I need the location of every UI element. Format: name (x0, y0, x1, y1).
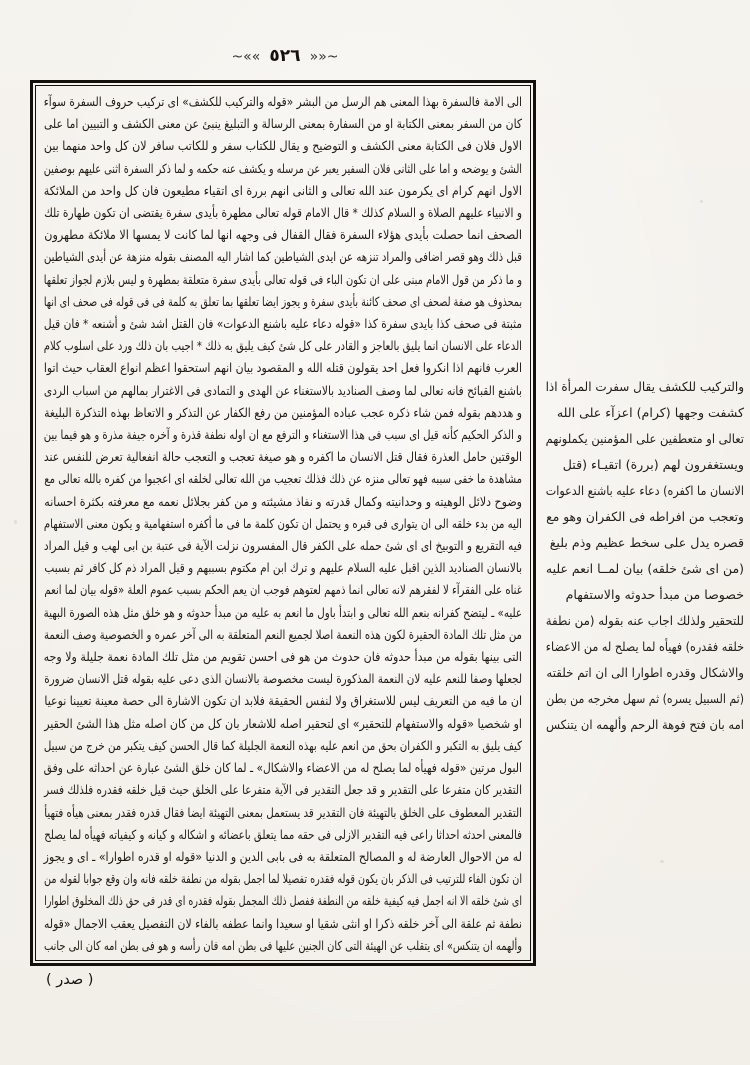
main-text-line: الوقتين حامل العذرة فقال قتل الانسان ما اكفره و هو صيغة تعجب و التعجب حالة انفعالية تعرض للنفس عند (43, 449, 523, 465)
scan-smudge (14, 520, 17, 524)
scan-smudge (660, 860, 664, 863)
main-text-line: لجعلها وصفا للنعم عليه لان النعمة المذكورة ليست مخصوصة بالانسان الذى دعى عليه بقوله قتل الانسان ضرورة (44, 671, 522, 687)
main-text-line: البول مرتين «قوله فهيأه لما يصلح له من الاعضاء والاشكال» ـ لما كان خلق الشئ عبارة عن احداثه على وفق (43, 760, 523, 776)
header-ornament-right-icon: »»~ (231, 49, 261, 65)
main-text-line: له من الاحوال العارضة له و المصالح المتعلقة به فى بابى الدين و الدنيا «قوله او قدره اطوارا» ـ اى و يجوز (43, 848, 522, 864)
main-text-line: كيف يليق به التكبر و الكفران بحق من انعم عليه بهذه النعمة الجليلة كما قال الحسن كيف يتكبر من خرج من سبيل (43, 737, 523, 753)
main-text-line: بالانسان الصناديد الذين اقبل عليه السلام عليهم و ترك ابن ام مكتوم بسببهم و قيل المراد ذم كل كافر ثم بسبب (44, 560, 522, 576)
text-frame (30, 80, 536, 966)
main-text-line: الاول فلان فى الكتابة معنى الكشف و التوضيح و يقال للكتاب سفر و للكاتب سافر لان كل واحد منهما بين (43, 138, 523, 154)
main-text-line: اليه من بدء خلقه الى ان يتوارى فى قبره و يحتمل ان تكون كلمة ما فى ما أكفره استفهامية و يكون معنى الاستفهام (43, 515, 523, 531)
page-number: ٥٢٦ (269, 46, 301, 66)
main-text-block (35, 85, 531, 961)
main-text-line: اى شئ خلقه الا انه اجمل فيه كيفية خلقه من النطفة ففصل ذلك المجمل بقوله فقدره اى قدر فى حق ذلك المخلوق اطوارا (44, 893, 523, 909)
main-text-line: عليه» ـ ليتضح كفرانه بنعم الله تعالى و ابتدأ باول ما انعم به عليه من مبدأ حدوثه و هو خلق مثل هذه الصورة البهية (43, 604, 522, 620)
main-text-line: و الانبياء عليهم الصلاة و السلام كذلك * قال الامام قوله تعالى مطهرة بأيدى سفرة يقتضى ان تكون طهارة تلك (44, 205, 522, 221)
page-header (30, 46, 540, 66)
margin-note-line: والتركيب للكشف يقال سفرت المرأة اذا (545, 379, 744, 394)
main-text-line: الشئ و يوضحه و اما على الثانى فلان السفير يعبر عن مرسله و يكشف عنه حكمه و لما ذكر السفرة اثنى عليهم بوصفين (43, 160, 522, 176)
margin-note-line: امه بان فتح فوهة الرحم وألهمه ان يتنكس (545, 717, 744, 732)
main-text-line: الصحف انما حصلت بأيدى هؤلاء السفرة فقال القفال فى وجهه انها لما كانت لا يمسها الا ملائكة مطهرون (44, 227, 522, 243)
main-text-line: ان تكون الفاء للترتيب فى الذكر بان يكون قوله فقدره تفصيلا لما اجمل بقوله من نطفة خلقه فانه وان وقع جوابا لقوله من (44, 871, 523, 887)
main-text-line: مشاهدة ما خفى سببه فهو تعالى منزه عن ذلك فذلك تعجيب من الله تعالى لخلقه اى اعجبوا من كفره بالله تعالى مع (44, 471, 523, 487)
main-text-line: العرب فانهم اذا انكروا فعل احد يقولون قتله الله و المقصود بيان انهم استحقوا اعظم انواع العقاب حيث اتوا (43, 360, 522, 376)
margin-note-line: قصره يدل على سخط عظيم وذم بليغ (549, 535, 744, 550)
margin-note-block (546, 374, 744, 738)
main-text-line: وألهمه ان يتنكس» اى يتقلب عن الهيئة التى كان الجنين عليها فى بطن امه فان رأسه و هو فى بطن امه كان الى جانب (43, 937, 523, 953)
main-text-line: و الذكر الحكيم كأنه قيل اى سبب فى هذا الاستغناء و الترفع مع ان اوله نطفة قذرة و آخره جيفة مذرة و هو فيما بين (43, 427, 522, 443)
main-text-line: باشنع القبائح فانه تعالى لما وصف الصناديد بالاستغناء عن الهدى و التمادى فى الاغترار بمالهم من اسباب الردى (43, 382, 522, 398)
main-text-line: او شخصيا «قوله والاستفهام للتحقير» اى لتحقير اصله للاشعار بان كل من كان اصله مثل هذا الشئ الحقير (44, 715, 522, 731)
main-text-line: الاول انهم كرام اى يكرمون عند الله تعالى و الثانى انهم بررة اى اتقياء مطيعون فان كل واحد من الملائكة (43, 182, 522, 198)
main-text-line: التقدير المعطوف على الخلق بالتهيئة فان التقدير قد يستعمل بمعنى التهيئة ايضا فقال قدره فقدر بمعنى هيأه فتهيأ (44, 804, 522, 820)
main-text-line: قبل ذلك وهو قصر اضافى والمراد تنزهه عن ايدى الشياطين كما اشار اليه المصنف بقوله منزهة عن أيدى الشياطين (43, 249, 522, 265)
margin-note-line: كشفت وجهها (كرام) اعزآء على الله (556, 405, 744, 420)
header-ornament-left-icon: ~«« (309, 49, 339, 65)
main-text-line: ان ما فيه من التعريف ليس للاستغراق ولا لنفس الحقيقة فلابد ان تكون الاشارة الى حصة معينة تعيينا نوعيا (44, 693, 523, 709)
margin-note-line: خلقه فقدره) فهيأه لما يصلح له من الاعضاء (545, 639, 744, 654)
main-text-line: بمحذوف هو صفة لصحف اى صحف كائنة بأيدى سفرة و يجوز ايضا تعلقها بما تعلق به كلمة فى فى قوله فى صحف اى انها (43, 293, 522, 309)
margin-note-line: ويستغفرون لهم (بررة) اتقيـاء (قتل (562, 457, 744, 472)
main-text-line: و هددهم بقوله فمن شاء ذكره عجب عباده المؤمنين من رفع الكفار عن التذكر و الاتعاظ بهذه التذكرة البليغة (44, 404, 523, 420)
main-text-line: كان من السفر بمعنى الكتابة او من السفارة بمعنى الرسالة و التبليغ ينبئ عن معنى الكشف و التبيين اما على (43, 116, 522, 132)
main-text-line: الدعاء على الانسان انما يليق بالعاجز و القادر على كل شئ كيف يليق به ذلك * اجيب بان ذلك ورد على اسلوب كلام (43, 338, 522, 354)
main-text-line: التقدير كان متفرعا على التقدير و قد جعل التقدير فى الآية متفرعا على الخلق حيث قيل خلقه فقدره فلذلك فسر (44, 782, 522, 798)
scan-smudge (700, 200, 703, 203)
margin-note-line: الانسان ما اكفره) دعاء عليه باشنع الدعوات (545, 483, 744, 498)
main-text-line: نطفة ثم علقة الى آخر خلقه ذكرا او انثى شقيا او سعيدا وانما عطفه بالفاء لان التفصيل يعقب الاجمال «قوله (43, 915, 522, 931)
main-text-line: التى بينها بقوله من مبدأ حدوثه فان حدوث من هو فى احسن تقويم من مثل تلك المادة نعمة جليلة ولا وجه (43, 649, 522, 665)
catchword: ( صدر ) (46, 972, 94, 988)
main-text-line: وضوح دلائل الوهيته و وحدانيته وكمال قدرته و نفاذ مشيئته و من كفر بجلائل نعمه مع معرفته بكثرة احسانه (44, 493, 522, 509)
margin-note-line: (ثم السبيل يسره) ثم سهل مخرجه من بطن (546, 691, 744, 706)
main-text-line: الى الامة فالسفرة بهذا المعنى هم الرسل من البشر «قوله والتركيب للكشف» اى تركيب حروف السفرة سوآء (43, 94, 522, 109)
main-text-line: من مثل تلك المادة الحقيرة لكون هذه النعمة اصلا لجميع النعم المتعلقة به الى آخر عمره و الخصوصية وصف النعمة (43, 626, 522, 642)
margin-note-line: (من اى شئ خلقه) بيان لمــا انعم عليه (545, 561, 744, 576)
main-text-line: غناه على الفقرآء لا لفقرهم لانه تعالى انما ذمهم لعتوهم فوجب ان يعم الحكم بسبب عموم العلة «قوله بيان لما انعم (44, 582, 522, 598)
margin-note-line: للتحقير ولذلك اجاب عنه بقوله (من نطفة (545, 613, 744, 628)
margin-note-line: والاشكال وقدره اطوارا الى ان اتم خلقته (546, 665, 744, 680)
margin-note-line: خصوصا من مبدأ حدوثه والاستفهام (565, 587, 744, 602)
main-text-line: و ما ذكر من قول الامام مبنى على ان تكون الباء فى قوله تعالى بأيدى سفرة متعلقة بمطهرة و ليس بلازم لجواز تعلقها (43, 271, 523, 287)
margin-note-line: وتعجب من افراطه فى الكفران وهو مع (546, 509, 744, 524)
main-text-line: فيه التقريع و التوبيخ اى اى شئ حمله على الكفر قال المفسرون نزلت الآية فى عتبة بن ابى لهب و قيل المراد (43, 538, 522, 554)
main-text-line: فالمعنى احدثه احداثا راعى فيه التقدير الازلى فى حقه مما يتعلق باعضائه و اشكاله و كيانه و كيفياته فهيأه لما يصلح (44, 826, 522, 842)
main-text-line: مثبتة فى صحف كذا بايدى سفرة كذا «قوله دعاء عليه باشنع الدعوات» فان القتل اشد شئ و أشنعه * فان قيل (43, 316, 522, 332)
margin-note-line: تعالى او متعطفين على المؤمنين يكملونهم (545, 431, 744, 446)
